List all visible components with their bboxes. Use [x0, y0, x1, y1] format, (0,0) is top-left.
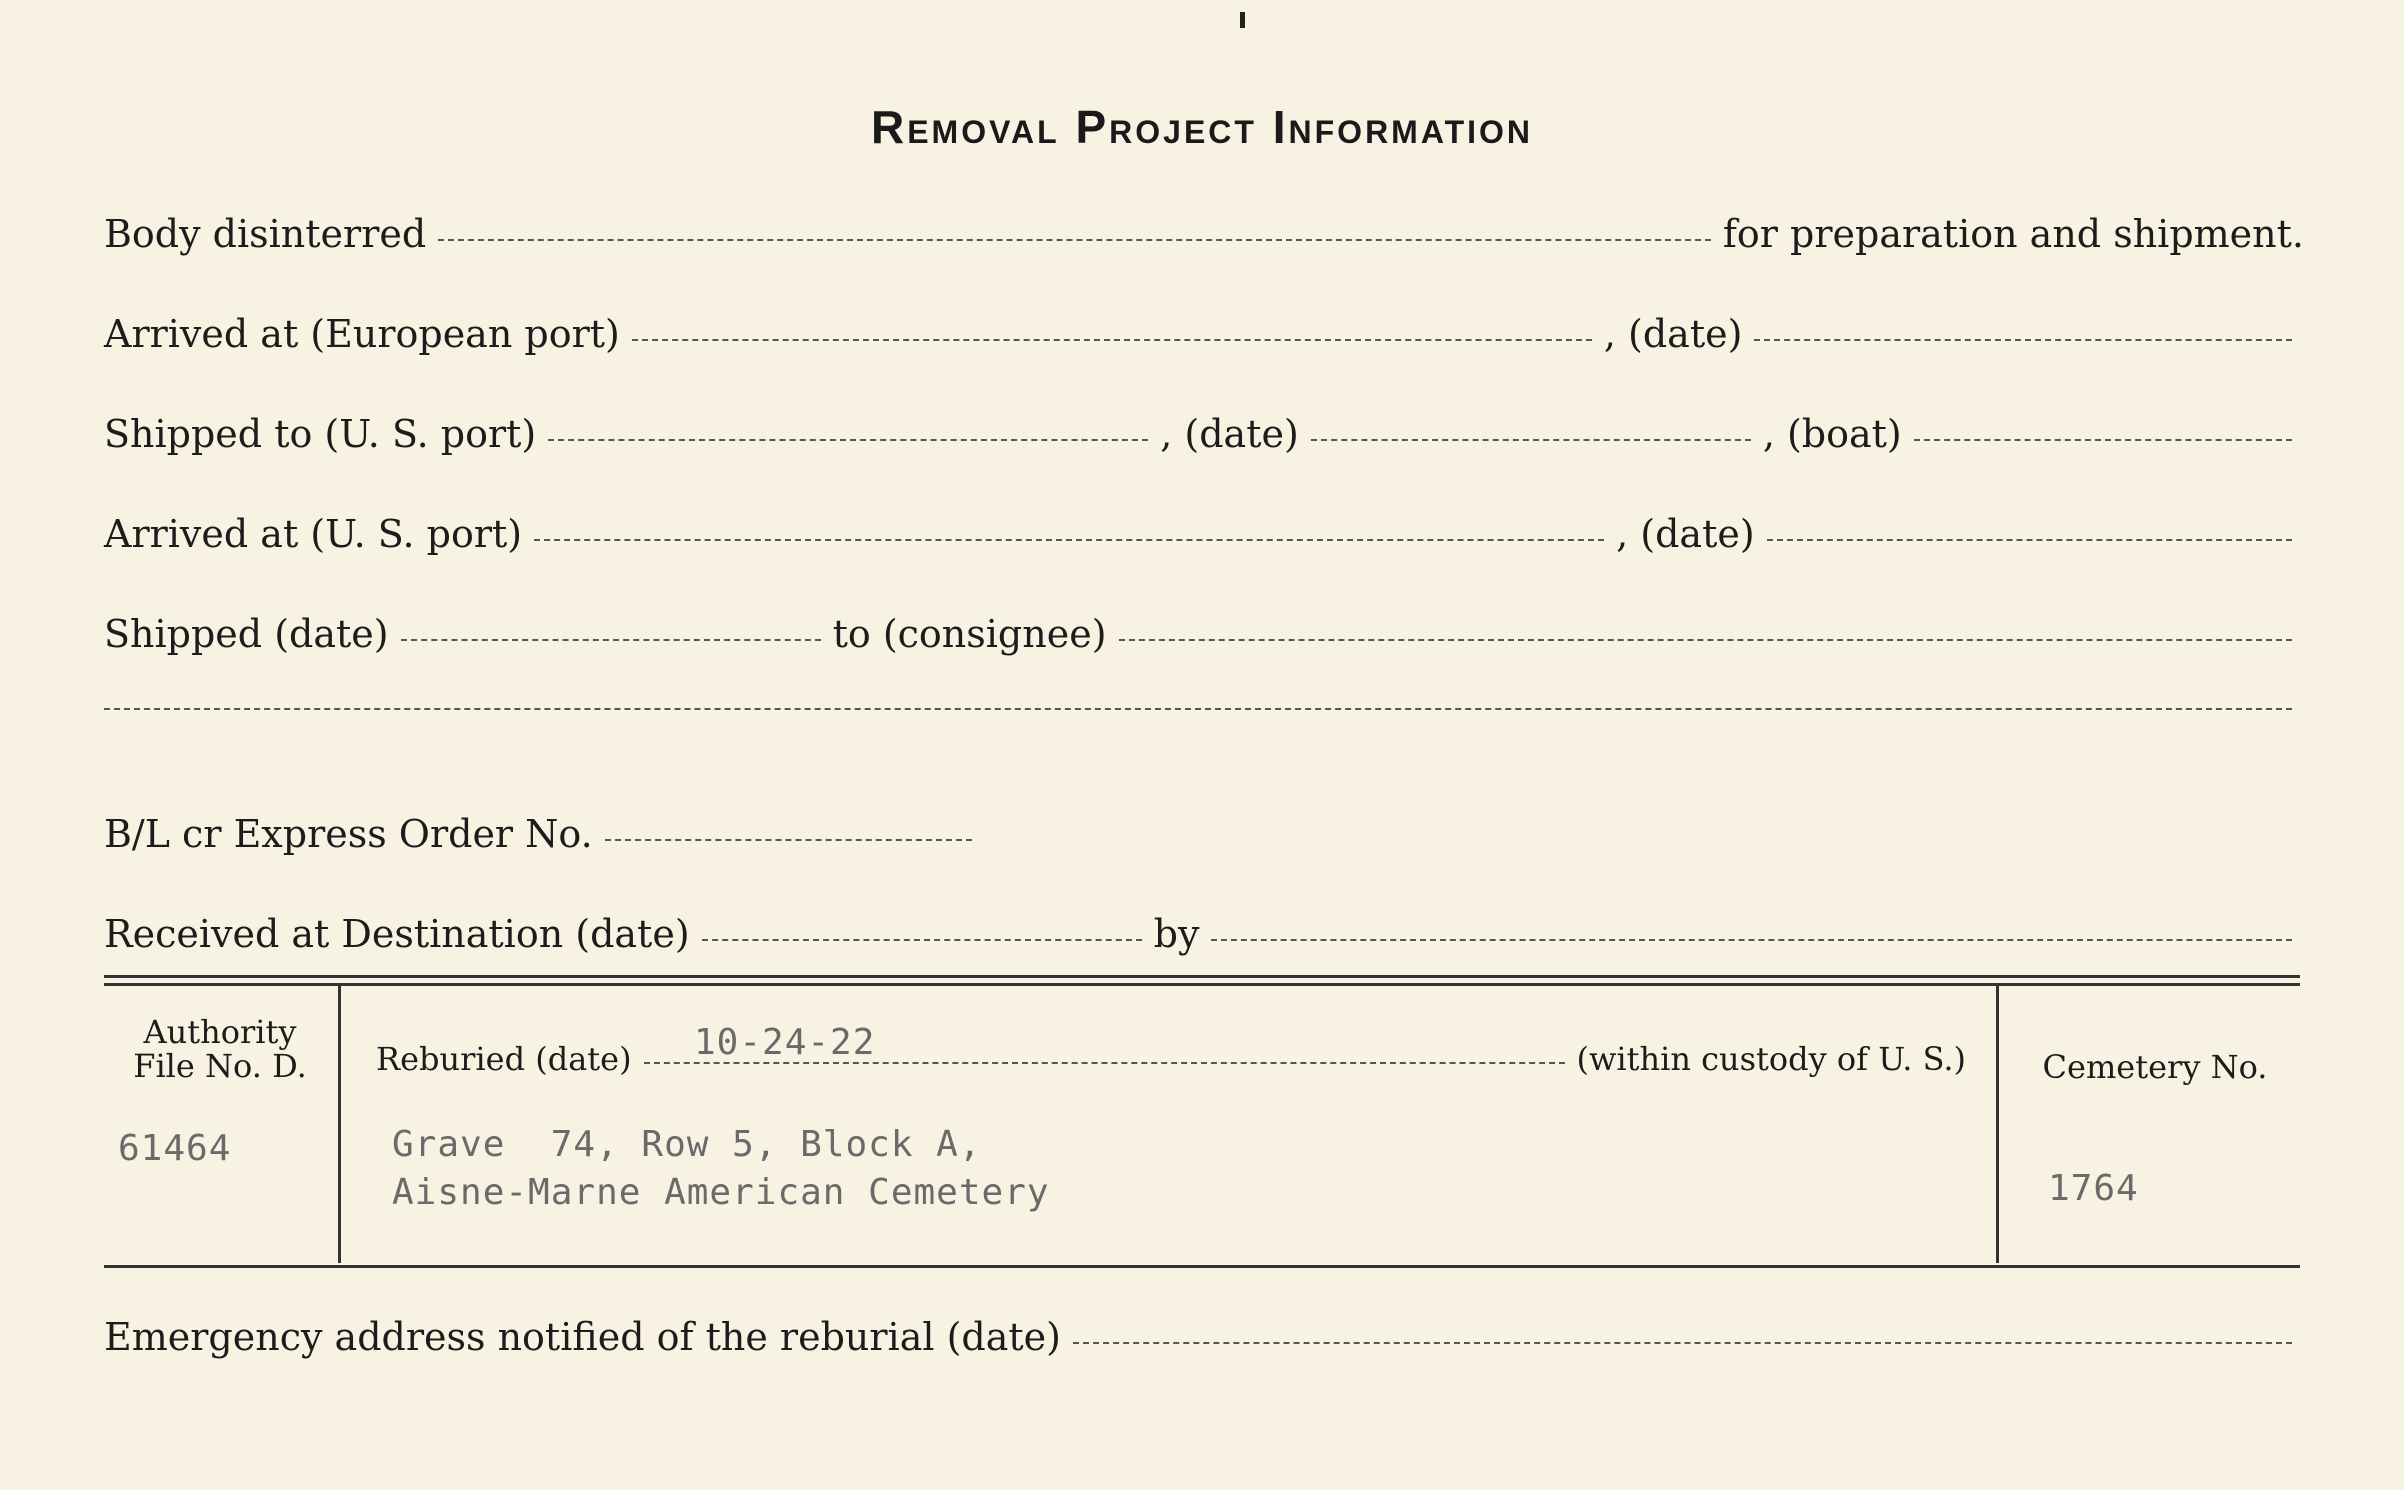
- row-emergency-address: [104, 1315, 2304, 1359]
- table-bottom-rule: [104, 1265, 2300, 1268]
- row-reburied: [376, 1040, 1966, 1078]
- received-destination-line[interactable]: [702, 937, 1142, 941]
- for-prep-label: for preparation and shipment.: [1722, 212, 2304, 256]
- arrived-us-date-line[interactable]: [1767, 537, 2292, 541]
- body-disinterred-label: Body disinterred: [104, 212, 427, 256]
- arrived-european-label: Arrived at (European port): [104, 312, 620, 356]
- body-disinterred-line[interactable]: [438, 237, 1711, 241]
- table-top-rule-2: [104, 983, 2300, 986]
- shipped-date-line[interactable]: [401, 637, 821, 641]
- boat-label: , (boat): [1762, 412, 1902, 456]
- arrived-us-label: Arrived at (U. S. port): [104, 512, 523, 556]
- grave-location-line1: Grave 74, Row 5, Block A,: [392, 1124, 982, 1165]
- custody-label: (within custody of U. S.): [1576, 1040, 1966, 1078]
- bl-order-label: B/L cr Express Order No.: [104, 812, 593, 856]
- arrived-us-line[interactable]: [534, 537, 1604, 541]
- consignee-label: to (consignee): [832, 612, 1107, 656]
- punch-mark: [1240, 12, 1245, 28]
- authority-label: [110, 1015, 330, 1083]
- row-body-disinterred: [104, 212, 2304, 256]
- row-arrived-european: [104, 312, 2304, 356]
- reburied-date-value: 10-24-22: [694, 1022, 876, 1063]
- table-divider-left: [338, 985, 341, 1263]
- received-destination-label: Received at Destination (date): [104, 912, 690, 956]
- row-bl-order: [104, 812, 984, 856]
- date-label: , (date): [1603, 312, 1743, 356]
- reburied-label: Reburied (date): [376, 1040, 632, 1078]
- row-shipped-date: [104, 612, 2304, 656]
- authority-file-number: 61464: [118, 1128, 232, 1169]
- consignee-line[interactable]: [1119, 637, 2292, 641]
- table-top-rule: [104, 975, 2300, 978]
- grave-location-line2: Aisne-Marne American Cemetery: [392, 1172, 1050, 1213]
- card-title: Removal Project Information: [870, 101, 1534, 153]
- shipped-date-label: Shipped (date): [104, 612, 389, 656]
- emergency-date-line[interactable]: [1073, 1340, 2292, 1344]
- table-divider-right: [1996, 985, 1999, 1263]
- row-continuation: [104, 712, 2304, 716]
- boat-line[interactable]: [1914, 437, 2292, 441]
- emergency-address-label: Emergency address notified of the reburial (date): [104, 1315, 1061, 1359]
- row-shipped-us: [104, 412, 2304, 456]
- continuation-line[interactable]: [104, 706, 2292, 710]
- received-by-line[interactable]: [1211, 937, 2292, 941]
- row-arrived-us: [104, 512, 2304, 556]
- shipped-us-label: Shipped to (U. S. port): [104, 412, 537, 456]
- row-received-destination: [104, 912, 2304, 956]
- cemetery-number: 1764: [2048, 1168, 2139, 1209]
- authority-label-line2: File No. D.: [133, 1047, 307, 1085]
- cemetery-label: Cemetery No.: [2042, 1048, 2268, 1086]
- shipped-us-date-line[interactable]: [1311, 437, 1751, 441]
- shipped-us-line[interactable]: [548, 437, 1148, 441]
- by-label: by: [1153, 912, 1200, 956]
- date-label: , (date): [1616, 512, 1755, 556]
- authority-label-line1: Authority: [143, 1013, 297, 1051]
- date-label: , (date): [1160, 412, 1299, 456]
- bl-order-line[interactable]: [605, 837, 972, 841]
- arrived-european-line[interactable]: [632, 337, 1592, 341]
- arrived-european-date-line[interactable]: [1754, 337, 2292, 341]
